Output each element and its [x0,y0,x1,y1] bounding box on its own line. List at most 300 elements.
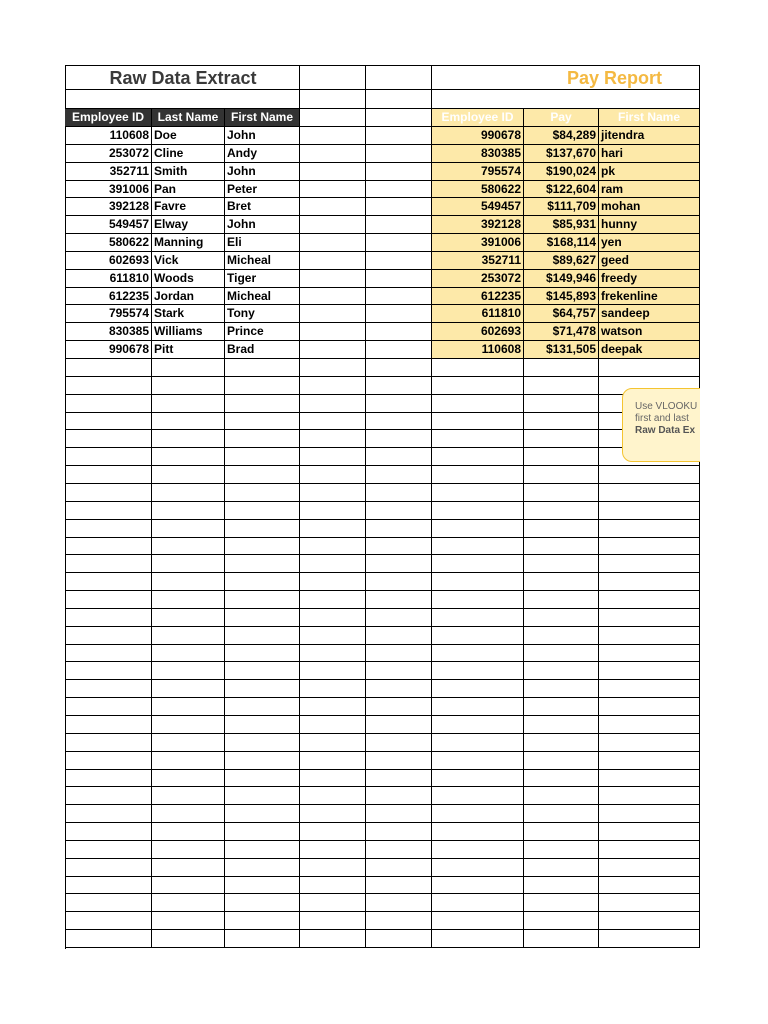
pay-employee-id-cell[interactable] [432,787,524,805]
pay-employee-id-cell[interactable] [432,716,524,734]
spacer-cell[interactable] [366,359,432,377]
raw-first-name-cell[interactable] [225,770,300,787]
spacer-cell[interactable] [366,787,432,805]
raw-last-name-cell[interactable] [152,716,225,734]
blank-row-cell[interactable] [432,90,700,109]
raw-last-name-cell[interactable] [152,645,225,662]
raw-employee-id-cell[interactable]: 830385 [65,323,152,341]
raw-last-name-cell[interactable] [152,484,225,502]
raw-first-name-cell[interactable]: John [225,127,300,145]
raw-employee-id-cell[interactable] [65,877,152,894]
spacer-cell[interactable] [300,198,366,216]
title-row-cell[interactable] [300,66,366,90]
pay-amount-cell[interactable]: $122,604 [524,181,599,198]
pay-first-name-cell[interactable]: frekenline [599,288,700,305]
blank-row-cell[interactable] [366,90,432,109]
spacer-cell[interactable] [366,698,432,716]
pay-employee-id-cell[interactable] [432,466,524,484]
pay-employee-id-cell[interactable]: 830385 [432,145,524,163]
spacer-cell[interactable] [300,841,366,859]
raw-first-name-cell[interactable] [225,430,300,448]
pay-amount-cell[interactable]: $168,114 [524,234,599,252]
pay-first-name-cell[interactable]: pk [599,163,700,181]
spacer-cell[interactable] [366,216,432,234]
spacer-cell[interactable] [366,377,432,395]
spacer-cell[interactable] [366,413,432,430]
spacer-cell[interactable] [300,359,366,377]
raw-first-name-cell[interactable] [225,823,300,841]
pay-amount-cell[interactable]: $71,478 [524,323,599,341]
spacer-cell[interactable] [300,894,366,912]
spacer-cell[interactable] [300,859,366,877]
raw-last-name-cell[interactable]: Pitt [152,341,225,359]
pay-employee-id-cell[interactable] [432,377,524,395]
spacer-cell[interactable] [300,323,366,341]
raw-employee-id-cell[interactable]: 110608 [65,127,152,145]
spacer-cell[interactable] [300,930,366,948]
pay-amount-cell[interactable]: $85,931 [524,216,599,234]
spacer-cell[interactable] [300,877,366,894]
raw-last-name-cell[interactable] [152,894,225,912]
title-row-cell[interactable] [65,66,300,90]
raw-first-name-cell[interactable] [225,448,300,466]
raw-last-name-cell[interactable] [152,448,225,466]
raw-last-name-cell[interactable]: Smith [152,163,225,181]
pay-amount-cell[interactable]: $149,946 [524,270,599,288]
title-row-cell[interactable] [366,66,432,90]
pay-amount-cell[interactable] [524,787,599,805]
pay-amount-cell[interactable] [524,359,599,377]
spacer-cell[interactable] [366,609,432,627]
spacer-cell[interactable] [300,734,366,752]
raw-first-name-cell[interactable]: John [225,163,300,181]
raw-last-name-cell[interactable] [152,395,225,413]
raw-first-name-cell[interactable]: Peter [225,181,300,198]
pay-amount-cell[interactable] [524,930,599,948]
spacer-cell[interactable] [366,912,432,930]
spacer-cell[interactable] [366,859,432,877]
raw-employee-id-cell[interactable] [65,502,152,520]
raw-last-name-cell[interactable] [152,466,225,484]
raw-last-name-cell[interactable] [152,413,225,430]
spacer-cell[interactable] [366,430,432,448]
raw-first-name-cell[interactable]: Micheal [225,288,300,305]
raw-first-name-cell[interactable] [225,662,300,680]
raw-first-name-cell[interactable] [225,359,300,377]
pay-first-name-cell[interactable] [599,538,700,555]
raw-last-name-cell[interactable] [152,359,225,377]
pay-first-name-cell[interactable] [599,752,700,770]
spacer-cell[interactable] [300,145,366,163]
raw-employee-id-cell[interactable] [65,859,152,877]
pay-first-name-cell[interactable] [599,680,700,698]
raw-first-name-cell[interactable] [225,894,300,912]
pay-amount-cell[interactable] [524,645,599,662]
raw-last-name-cell[interactable] [152,430,225,448]
raw-first-name-cell[interactable] [225,377,300,395]
pay-amount-cell[interactable] [524,877,599,894]
raw-last-name-cell[interactable]: Doe [152,127,225,145]
spacer-cell[interactable] [366,466,432,484]
pay-first-name-cell[interactable] [599,805,700,823]
raw-first-name-cell[interactable]: Bret [225,198,300,216]
pay-amount-cell[interactable] [524,859,599,877]
pay-first-name-cell[interactable] [599,466,700,484]
spacer-cell[interactable] [366,323,432,341]
spacer-cell[interactable] [300,716,366,734]
raw-employee-id-cell[interactable]: 611810 [65,270,152,288]
raw-employee-id-cell[interactable]: 253072 [65,145,152,163]
pay-employee-id-cell[interactable]: 611810 [432,305,524,323]
pay-first-name-cell[interactable]: watson [599,323,700,341]
spacer-cell[interactable] [366,877,432,894]
raw-last-name-cell[interactable] [152,680,225,698]
raw-employee-id-cell[interactable] [65,484,152,502]
pay-first-name-cell[interactable]: sandeep [599,305,700,323]
pay-amount-cell[interactable]: $111,709 [524,198,599,216]
pay-employee-id-cell[interactable] [432,520,524,538]
spacer-cell[interactable] [300,627,366,645]
spacer-cell[interactable] [300,127,366,145]
spacer-cell[interactable] [300,377,366,395]
spacer-cell[interactable] [300,163,366,181]
raw-employee-id-cell[interactable] [65,734,152,752]
pay-amount-cell[interactable] [524,627,599,645]
pay-first-name-cell[interactable]: deepak [599,341,700,359]
spacer-cell[interactable] [366,752,432,770]
spacer-cell[interactable] [300,805,366,823]
pay-amount-cell[interactable]: $190,024 [524,163,599,181]
raw-employee-id-cell[interactable] [65,680,152,698]
raw-first-name-cell[interactable] [225,752,300,770]
spacer-cell[interactable] [300,573,366,591]
raw-first-name-cell[interactable] [225,787,300,805]
pay-employee-id-cell[interactable] [432,502,524,520]
spacer-cell[interactable] [300,662,366,680]
pay-amount-cell[interactable] [524,805,599,823]
raw-last-name-cell[interactable] [152,502,225,520]
raw-last-name-cell[interactable] [152,698,225,716]
header-spacer-cell[interactable] [366,109,432,127]
pay-first-name-cell[interactable]: jitendra [599,127,700,145]
raw-first-name-cell[interactable]: John [225,216,300,234]
spacer-cell[interactable] [366,305,432,323]
spacer-cell[interactable] [366,770,432,787]
header-spacer-cell[interactable] [300,109,366,127]
pay-amount-cell[interactable] [524,770,599,787]
pay-amount-cell[interactable] [524,520,599,538]
pay-employee-id-cell[interactable]: 602693 [432,323,524,341]
pay-amount-cell[interactable] [524,466,599,484]
raw-first-name-cell[interactable] [225,502,300,520]
raw-last-name-cell[interactable] [152,823,225,841]
pay-employee-id-cell[interactable]: 580622 [432,181,524,198]
raw-employee-id-cell[interactable]: 580622 [65,234,152,252]
pay-amount-cell[interactable] [524,894,599,912]
raw-employee-id-cell[interactable] [65,466,152,484]
raw-last-name-cell[interactable] [152,662,225,680]
raw-first-name-cell[interactable]: Andy [225,145,300,163]
pay-employee-id-cell[interactable]: 352711 [432,252,524,270]
raw-employee-id-cell[interactable] [65,787,152,805]
spacer-cell[interactable] [366,288,432,305]
pay-amount-cell[interactable] [524,484,599,502]
raw-last-name-cell[interactable] [152,805,225,823]
pay-amount-cell[interactable]: $64,757 [524,305,599,323]
pay-employee-id-cell[interactable] [432,805,524,823]
raw-employee-id-cell[interactable] [65,395,152,413]
raw-employee-id-cell[interactable]: 612235 [65,288,152,305]
raw-last-name-cell[interactable] [152,573,225,591]
spacer-cell[interactable] [366,448,432,466]
raw-employee-id-cell[interactable] [65,448,152,466]
raw-last-name-cell[interactable] [152,627,225,645]
spacer-cell[interactable] [300,216,366,234]
pay-employee-id-cell[interactable] [432,912,524,930]
pay-employee-id-cell[interactable] [432,680,524,698]
pay-employee-id-cell[interactable]: 990678 [432,127,524,145]
raw-first-name-cell[interactable] [225,930,300,948]
pay-employee-id-cell[interactable] [432,859,524,877]
pay-first-name-cell[interactable]: yen [599,234,700,252]
pay-employee-id-cell[interactable] [432,662,524,680]
spacer-cell[interactable] [300,823,366,841]
raw-first-name-cell[interactable] [225,805,300,823]
raw-first-name-cell[interactable]: Tiger [225,270,300,288]
pay-employee-id-cell[interactable] [432,645,524,662]
blank-row-cell[interactable] [65,90,300,109]
spacer-cell[interactable] [366,930,432,948]
pay-employee-id-cell[interactable] [432,894,524,912]
raw-employee-id-cell[interactable] [65,930,152,948]
raw-first-name-cell[interactable] [225,591,300,609]
pay-first-name-cell[interactable] [599,912,700,930]
raw-employee-id-cell[interactable] [65,770,152,787]
pay-first-name-cell[interactable]: ram [599,181,700,198]
pay-employee-id-cell[interactable] [432,609,524,627]
raw-first-name-cell[interactable] [225,520,300,538]
spacer-cell[interactable] [366,252,432,270]
spacer-cell[interactable] [300,520,366,538]
pay-first-name-cell[interactable] [599,359,700,377]
raw-last-name-cell[interactable] [152,609,225,627]
raw-last-name-cell[interactable] [152,591,225,609]
pay-first-name-cell[interactable] [599,877,700,894]
raw-employee-id-cell[interactable] [65,698,152,716]
pay-first-name-cell[interactable]: mohan [599,198,700,216]
spacer-cell[interactable] [366,645,432,662]
spacer-cell[interactable] [366,127,432,145]
spacer-cell[interactable] [366,823,432,841]
raw-employee-id-cell[interactable]: 549457 [65,216,152,234]
pay-first-name-cell[interactable] [599,591,700,609]
spacer-cell[interactable] [300,234,366,252]
spacer-cell[interactable] [366,573,432,591]
raw-first-name-cell[interactable] [225,413,300,430]
raw-employee-id-cell[interactable] [65,805,152,823]
pay-first-name-cell[interactable] [599,484,700,502]
raw-first-name-cell[interactable] [225,627,300,645]
spacer-cell[interactable] [366,734,432,752]
spacer-cell[interactable] [366,234,432,252]
spacer-cell[interactable] [366,841,432,859]
raw-first-name-cell[interactable] [225,555,300,573]
spacer-cell[interactable] [366,894,432,912]
spacer-cell[interactable] [366,662,432,680]
pay-amount-cell[interactable] [524,448,599,466]
spacer-cell[interactable] [300,502,366,520]
raw-employee-id-cell[interactable] [65,573,152,591]
pay-amount-cell[interactable] [524,841,599,859]
spacer-cell[interactable] [300,430,366,448]
pay-employee-id-cell[interactable] [432,770,524,787]
raw-employee-id-cell[interactable] [65,823,152,841]
raw-first-name-cell[interactable] [225,877,300,894]
spacer-cell[interactable] [300,698,366,716]
pay-first-name-cell[interactable] [599,609,700,627]
pay-amount-cell[interactable]: $131,505 [524,341,599,359]
pay-amount-cell[interactable] [524,698,599,716]
spacer-cell[interactable] [300,912,366,930]
pay-employee-id-cell[interactable]: 549457 [432,198,524,216]
pay-employee-id-cell[interactable] [432,538,524,555]
spacer-cell[interactable] [300,252,366,270]
raw-last-name-cell[interactable] [152,912,225,930]
pay-employee-id-cell[interactable] [432,555,524,573]
spacer-cell[interactable] [300,555,366,573]
raw-last-name-cell[interactable]: Jordan [152,288,225,305]
pay-amount-cell[interactable] [524,395,599,413]
raw-employee-id-cell[interactable] [65,591,152,609]
spacer-cell[interactable] [366,198,432,216]
pay-first-name-cell[interactable] [599,930,700,948]
spacer-cell[interactable] [366,591,432,609]
pay-amount-cell[interactable] [524,538,599,555]
raw-last-name-cell[interactable]: Vick [152,252,225,270]
raw-employee-id-cell[interactable]: 602693 [65,252,152,270]
pay-employee-id-cell[interactable] [432,823,524,841]
raw-first-name-cell[interactable] [225,912,300,930]
pay-employee-id-cell[interactable] [432,591,524,609]
raw-first-name-cell[interactable] [225,466,300,484]
pay-first-name-cell[interactable] [599,841,700,859]
pay-first-name-cell[interactable] [599,627,700,645]
pay-employee-id-cell[interactable] [432,413,524,430]
raw-employee-id-cell[interactable] [65,752,152,770]
pay-amount-cell[interactable] [524,502,599,520]
pay-amount-cell[interactable]: $84,289 [524,127,599,145]
spacer-cell[interactable] [366,627,432,645]
raw-first-name-cell[interactable] [225,573,300,591]
raw-first-name-cell[interactable] [225,609,300,627]
spacer-cell[interactable] [366,680,432,698]
raw-last-name-cell[interactable] [152,877,225,894]
pay-first-name-cell[interactable] [599,698,700,716]
pay-employee-id-cell[interactable]: 391006 [432,234,524,252]
pay-first-name-cell[interactable] [599,770,700,787]
raw-last-name-cell[interactable]: Favre [152,198,225,216]
spacer-cell[interactable] [366,555,432,573]
raw-last-name-cell[interactable] [152,770,225,787]
pay-employee-id-cell[interactable] [432,698,524,716]
raw-employee-id-cell[interactable] [65,912,152,930]
spacer-cell[interactable] [366,716,432,734]
raw-employee-id-cell[interactable] [65,359,152,377]
raw-first-name-cell[interactable]: Brad [225,341,300,359]
spacer-cell[interactable] [300,787,366,805]
raw-first-name-cell[interactable] [225,716,300,734]
spacer-cell[interactable] [366,341,432,359]
raw-last-name-cell[interactable] [152,930,225,948]
pay-employee-id-cell[interactable] [432,395,524,413]
raw-first-name-cell[interactable]: Micheal [225,252,300,270]
pay-first-name-cell[interactable]: hari [599,145,700,163]
raw-last-name-cell[interactable] [152,555,225,573]
pay-employee-id-cell[interactable] [432,734,524,752]
pay-first-name-cell[interactable] [599,555,700,573]
raw-first-name-cell[interactable] [225,841,300,859]
raw-last-name-cell[interactable] [152,787,225,805]
raw-first-name-cell[interactable]: Prince [225,323,300,341]
spacer-cell[interactable] [366,538,432,555]
raw-employee-id-cell[interactable] [65,520,152,538]
raw-employee-id-cell[interactable] [65,430,152,448]
raw-first-name-cell[interactable] [225,859,300,877]
raw-employee-id-cell[interactable] [65,377,152,395]
pay-first-name-cell[interactable]: hunny [599,216,700,234]
pay-employee-id-cell[interactable]: 253072 [432,270,524,288]
raw-employee-id-cell[interactable] [65,841,152,859]
raw-employee-id-cell[interactable]: 391006 [65,181,152,198]
pay-employee-id-cell[interactable] [432,484,524,502]
raw-last-name-cell[interactable] [152,538,225,555]
pay-first-name-cell[interactable] [599,859,700,877]
raw-last-name-cell[interactable]: Cline [152,145,225,163]
spacer-cell[interactable] [300,341,366,359]
spacer-cell[interactable] [300,288,366,305]
spacer-cell[interactable] [366,181,432,198]
pay-first-name-cell[interactable] [599,894,700,912]
raw-last-name-cell[interactable] [152,841,225,859]
raw-first-name-cell[interactable] [225,645,300,662]
pay-first-name-cell[interactable] [599,520,700,538]
raw-employee-id-cell[interactable] [65,538,152,555]
pay-employee-id-cell[interactable] [432,627,524,645]
spacer-cell[interactable] [300,538,366,555]
raw-last-name-cell[interactable]: Elway [152,216,225,234]
pay-employee-id-cell[interactable] [432,430,524,448]
pay-amount-cell[interactable] [524,377,599,395]
raw-employee-id-cell[interactable] [65,555,152,573]
raw-employee-id-cell[interactable]: 990678 [65,341,152,359]
raw-last-name-cell[interactable] [152,752,225,770]
raw-first-name-cell[interactable] [225,734,300,752]
raw-last-name-cell[interactable] [152,520,225,538]
raw-employee-id-cell[interactable] [65,894,152,912]
pay-employee-id-cell[interactable]: 392128 [432,216,524,234]
raw-employee-id-cell[interactable] [65,716,152,734]
spacer-cell[interactable] [366,805,432,823]
raw-first-name-cell[interactable] [225,484,300,502]
pay-amount-cell[interactable]: $137,670 [524,145,599,163]
pay-first-name-cell[interactable] [599,573,700,591]
pay-amount-cell[interactable] [524,573,599,591]
raw-employee-id-cell[interactable] [65,627,152,645]
raw-last-name-cell[interactable]: Pan [152,181,225,198]
pay-employee-id-cell[interactable] [432,448,524,466]
raw-last-name-cell[interactable]: Stark [152,305,225,323]
pay-amount-cell[interactable] [524,413,599,430]
